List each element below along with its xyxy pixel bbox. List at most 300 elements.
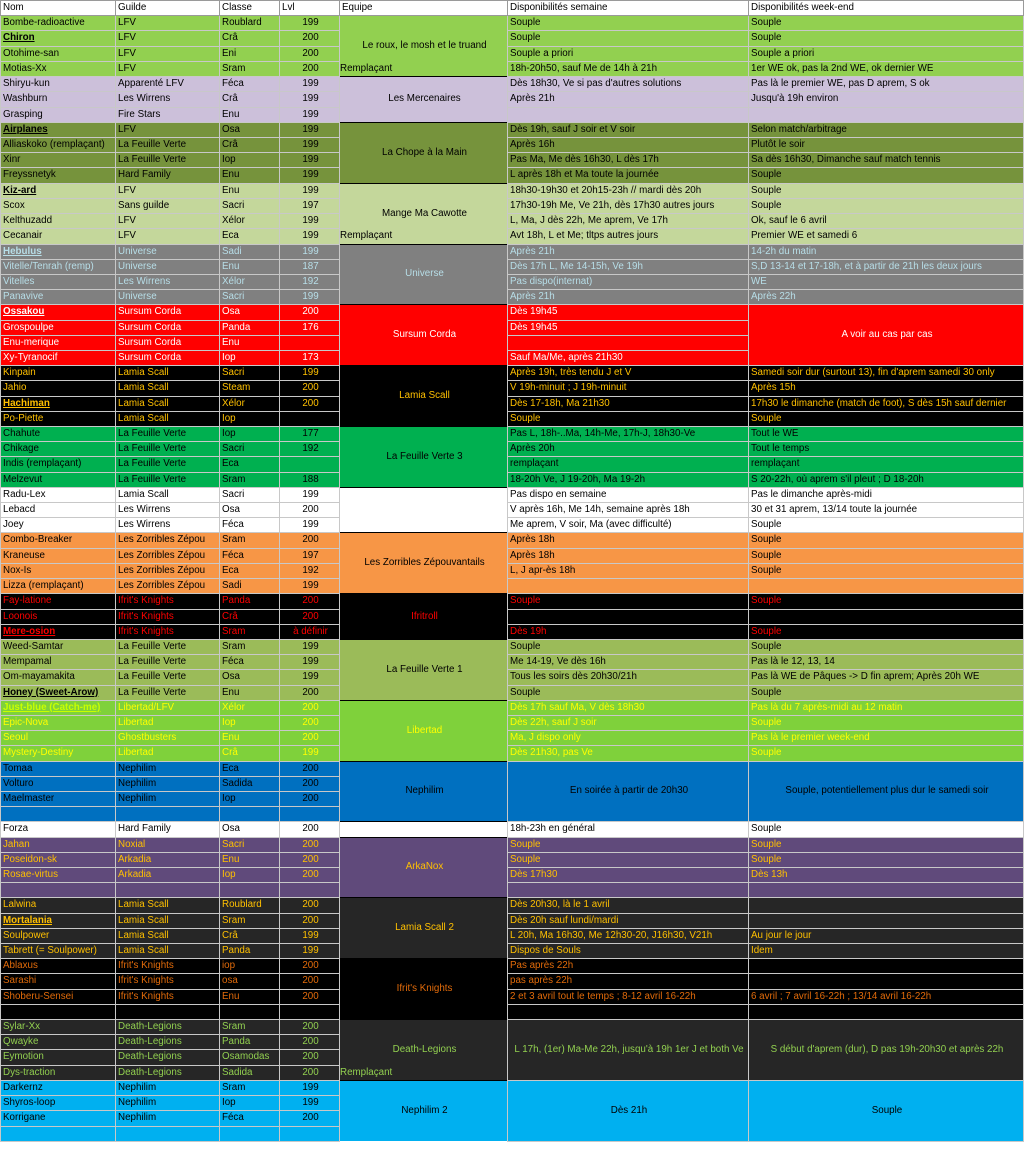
cell-dispo-semaine: Après 21h [508,244,749,259]
cell-classe: Crâ [220,609,280,624]
cell-nom: Mere-osion [1,624,116,639]
cell-nom: Ossakou [1,305,116,320]
cell-classe: Enu [220,335,280,350]
table-row [1,487,1024,502]
cell-classe: Roublard [220,898,280,913]
header-nom: Nom [1,1,116,16]
cell-dispo-semaine: Après 19h, très tendu J et V [508,366,749,381]
cell-guilde: Nephilim [116,761,220,776]
cell-guilde: La Feuille Verte [116,670,220,685]
cell-dispo-weekend: Pas là le premier week-end [749,731,1024,746]
cell-classe: Iop [220,411,280,426]
cell-nom: Mystery-Destiny [1,746,116,761]
cell-dispo-semaine: Dès 20h sauf lundi/mardi [508,913,749,928]
cell-dispo-semaine: Après 18h [508,533,749,548]
cell-lvl [280,457,340,472]
cell-lvl: 192 [280,275,340,290]
cell-guilde [116,807,220,822]
cell-lvl: 199 [280,168,340,183]
cell-nom: Alliaskoko (remplaçant) [1,138,116,153]
header-row [1,1,1024,16]
cell-lvl: 188 [280,472,340,487]
cell-dispo-semaine: En soirée à partir de 20h30 [508,761,749,822]
cell-equipe: ArkaNox [340,837,508,898]
cell-guilde: Ifrit's Knights [116,959,220,974]
cell-lvl [280,335,340,350]
table-row [1,153,1024,168]
cell-dispo-weekend: Tout le WE [749,427,1024,442]
cell-nom: Hachiman [1,396,116,411]
cell-guilde: Libertad [116,715,220,730]
cell-lvl: 200 [280,791,340,806]
cell-dispo-weekend: Idem [749,943,1024,958]
cell-equipe [340,822,508,837]
cell-dispo-semaine: Dispos de Souls [508,943,749,958]
cell-guilde: La Feuille Verte [116,457,220,472]
cell-dispo-weekend: Après 22h [749,290,1024,305]
cell-classe: Osa [220,305,280,320]
cell-guilde: Lamia Scall [116,928,220,943]
cell-classe: Sram [220,472,280,487]
cell-dispo-weekend: 30 et 31 aprem, 13/14 toute la journée [749,503,1024,518]
cell-guilde: La Feuille Verte [116,153,220,168]
cell-dispo-weekend: Pas là le 12, 13, 14 [749,655,1024,670]
cell-dispo-semaine: L après 18h et Ma toute la journée [508,168,749,183]
cell-guilde: Ifrit's Knights [116,624,220,639]
cell-nom: Washburn [1,92,116,107]
table-row [1,138,1024,153]
cell-classe: Féca [220,548,280,563]
cell-equipe [340,487,508,533]
cell-nom: Chikage [1,442,116,457]
cell-lvl: 200 [280,594,340,609]
table-row [1,229,1024,244]
cell-lvl: 200 [280,503,340,518]
cell-lvl: 200 [280,700,340,715]
cell-classe: Roublard [220,16,280,31]
cell-dispo-semaine: Dès 19h45 [508,320,749,335]
cell-classe: Crâ [220,138,280,153]
cell-dispo-weekend: Souple [749,715,1024,730]
cell-classe: Sram [220,533,280,548]
replacement-note: Remplaçant [340,1066,393,1078]
cell-dispo-weekend: Sa dès 16h30, Dimanche sauf match tennis [749,153,1024,168]
cell-guilde: Sursum Corda [116,305,220,320]
cell-dispo-weekend: Souple [749,822,1024,837]
replacement-note: Remplaçant [340,63,393,74]
table-row [1,731,1024,746]
cell-lvl: 200 [280,61,340,76]
cell-dispo-weekend: Souple [749,837,1024,852]
cell-dispo-semaine: V après 16h, Me 14h, semaine après 18h [508,503,749,518]
cell-nom: Combo-Breaker [1,533,116,548]
table-row [1,214,1024,229]
cell-nom: Loonois [1,609,116,624]
cell-dispo-semaine: Dès 19h [508,624,749,639]
cell-nom: Darkernz [1,1080,116,1095]
cell-lvl: 200 [280,731,340,746]
cell-classe: Steam [220,381,280,396]
cell-nom: Melzevut [1,472,116,487]
cell-dispo-semaine: pas après 22h [508,974,749,989]
cell-classe: Crâ [220,928,280,943]
cell-guilde: Lamia Scall [116,943,220,958]
cell-nom [1,1126,116,1141]
cell-nom: Honey (Sweet-Arow) [1,685,116,700]
cell-dispo-semaine: Dès 19h, sauf J soir et V soir [508,122,749,137]
cell-guilde: Libertad/LFV [116,700,220,715]
table-row [1,31,1024,46]
cell-nom: Korrigane [1,1111,116,1126]
cell-nom: Joey [1,518,116,533]
cell-guilde: Death-Legions [116,1035,220,1050]
cell-classe: Eca [220,761,280,776]
cell-lvl: 199 [280,229,340,244]
cell-guilde [116,1004,220,1019]
team-name: Mange Ma Cawotte [382,207,467,219]
cell-nom: Grasping [1,107,116,122]
table-row [1,548,1024,563]
cell-dispo-semaine: Dès 17h30 [508,867,749,882]
table-body [1,1,1024,1142]
cell-nom: Chiron [1,31,116,46]
cell-equipe [340,183,508,244]
cell-dispo-weekend: S 20-22h, où aprem s'il pleut ; D 18-20h [749,472,1024,487]
cell-equipe: Ifritroll [340,594,508,640]
cell-nom: Xy-Tyranocif [1,351,116,366]
cell-nom: Radu-Lex [1,487,116,502]
cell-guilde: La Feuille Verte [116,655,220,670]
cell-dispo-semaine: Pas dispo en semaine [508,487,749,502]
cell-dispo-semaine: Dès 21h [508,1080,749,1141]
cell-dispo-weekend: S début d'aprem (dur), D pas 19h-20h30 et après 22h [749,1019,1024,1080]
table-row [1,366,1024,381]
table-row [1,503,1024,518]
cell-classe: Sram [220,624,280,639]
cell-guilde: Les Wirrens [116,92,220,107]
cell-equipe: La Feuille Verte 3 [340,427,508,488]
cell-guilde: Arkadia [116,867,220,882]
cell-dispo-weekend [749,883,1024,898]
cell-classe: Enu [220,685,280,700]
cell-dispo-semaine: Souple [508,639,749,654]
cell-lvl: 200 [280,305,340,320]
cell-lvl: 199 [280,153,340,168]
cell-guilde: Lamia Scall [116,913,220,928]
cell-dispo-semaine: Pas dispo(internat) [508,275,749,290]
cell-dispo-weekend: Souple [749,411,1024,426]
cell-guilde: Nephilim [116,1096,220,1111]
cell-lvl: 199 [280,518,340,533]
table-row [1,168,1024,183]
cell-dispo-semaine: Souple [508,411,749,426]
cell-dispo-weekend: Dès 13h [749,867,1024,882]
cell-lvl: 199 [280,639,340,654]
cell-lvl: 200 [280,1050,340,1065]
table-row [1,655,1024,670]
cell-classe: Eca [220,229,280,244]
cell-dispo-semaine: Souple [508,837,749,852]
cell-classe: Sacri [220,366,280,381]
table-row [1,244,1024,259]
cell-dispo-weekend: Souple [749,594,1024,609]
cell-lvl: 199 [280,746,340,761]
cell-classe: Xélor [220,700,280,715]
cell-dispo-semaine: Me aprem, V soir, Ma (avec difficulté) [508,518,749,533]
cell-guilde: LFV [116,16,220,31]
cell-dispo-semaine: L, J apr-ès 18h [508,563,749,578]
cell-guilde: Death-Legions [116,1065,220,1080]
cell-nom: Freyssnetyk [1,168,116,183]
cell-classe: Sacri [220,290,280,305]
cell-lvl: 200 [280,867,340,882]
cell-lvl: 199 [280,366,340,381]
cell-dispo-weekend [749,913,1024,928]
table-row [1,396,1024,411]
cell-guilde: Ifrit's Knights [116,609,220,624]
cell-classe: Sram [220,1080,280,1095]
cell-lvl: à définir [280,624,340,639]
cell-guilde: LFV [116,183,220,198]
cell-classe: Enu [220,168,280,183]
cell-classe: Panda [220,594,280,609]
cell-dispo-semaine: Dès 20h30, là le 1 avril [508,898,749,913]
table-row [1,518,1024,533]
cell-dispo-weekend: Ok, sauf le 6 avril [749,214,1024,229]
cell-dispo-weekend [749,609,1024,624]
cell-nom: Lalwina [1,898,116,913]
cell-lvl: 199 [280,928,340,943]
cell-lvl: 200 [280,685,340,700]
cell-guilde: Arkadia [116,852,220,867]
table-row [1,259,1024,274]
cell-classe: Panda [220,943,280,958]
cell-dispo-semaine: Sauf Ma/Me, après 21h30 [508,351,749,366]
cell-classe: Sadida [220,1065,280,1080]
cell-dispo-weekend: 6 avril ; 7 avril 16-22h ; 13/14 avril 16-22h [749,989,1024,1004]
cell-nom: Sylar-Xx [1,1019,116,1034]
cell-dispo-weekend: Samedi soir dur (surtout 13), fin d'aprem samedi 30 only [749,366,1024,381]
table-row [1,198,1024,213]
cell-dispo-semaine: Dès 17h L, Me 14-15h, Ve 19h [508,259,749,274]
cell-nom: Airplanes [1,122,116,137]
cell-lvl: 199 [280,138,340,153]
cell-nom: Shoberu-Sensei [1,989,116,1004]
table-row [1,457,1024,472]
cell-equipe: Nephilim 2 [340,1080,508,1141]
cell-guilde: LFV [116,229,220,244]
cell-lvl: 200 [280,1019,340,1034]
cell-lvl: 199 [280,214,340,229]
cell-guilde: Les Wirrens [116,503,220,518]
cell-guilde: Sursum Corda [116,351,220,366]
cell-lvl: 200 [280,1111,340,1126]
cell-classe: Eca [220,563,280,578]
table-row [1,837,1024,852]
table-row [1,122,1024,137]
table-row [1,822,1024,837]
cell-dispo-semaine: Dès 18h30, Ve si pas d'autres solutions [508,77,749,92]
cell-dispo-semaine: Pas L, 18h-..Ma, 14h-Me, 17h-J, 18h30-Ve [508,427,749,442]
cell-guilde: La Feuille Verte [116,472,220,487]
cell-dispo-weekend: 17h30 le dimanche (match de foot), S dès 15h sauf dernier [749,396,1024,411]
cell-nom: Maelmaster [1,791,116,806]
cell-lvl: 199 [280,183,340,198]
cell-nom: Rosae-virtus [1,867,116,882]
cell-dispo-weekend: Souple [749,746,1024,761]
cell-classe: Xélor [220,275,280,290]
cell-dispo-weekend: Souple [749,533,1024,548]
cell-nom: Om-mayamakita [1,670,116,685]
cell-nom: Just-blue (Catch-me) [1,700,116,715]
cell-lvl: 200 [280,852,340,867]
cell-nom: Shyros-loop [1,1096,116,1111]
cell-classe: Crâ [220,92,280,107]
cell-classe [220,1004,280,1019]
cell-dispo-weekend: WE [749,275,1024,290]
cell-nom: Sarashi [1,974,116,989]
team-name: Death-Legions [392,1043,457,1055]
cell-classe: Sadi [220,244,280,259]
cell-nom: Xinr [1,153,116,168]
cell-classe [220,883,280,898]
cell-nom: Enu-merique [1,335,116,350]
cell-equipe [340,16,508,77]
cell-dispo-weekend: Souple [749,518,1024,533]
cell-classe: Osa [220,503,280,518]
cell-guilde: Hard Family [116,822,220,837]
cell-dispo-semaine: Souple [508,594,749,609]
cell-dispo-semaine: Après 20h [508,442,749,457]
cell-classe [220,1126,280,1141]
cell-lvl: 187 [280,259,340,274]
cell-dispo-semaine: Me 14-19, Ve dès 16h [508,655,749,670]
cell-lvl: 199 [280,16,340,31]
cell-dispo-weekend [749,974,1024,989]
cell-guilde: LFV [116,61,220,76]
cell-dispo-weekend: Souple [749,183,1024,198]
table-row [1,609,1024,624]
cell-nom: Vitelles [1,275,116,290]
cell-guilde: Apparenté LFV [116,77,220,92]
cell-nom: Po-Piette [1,411,116,426]
cell-guilde: Hard Family [116,168,220,183]
cell-lvl: 200 [280,761,340,776]
cell-dispo-weekend: Souple [749,852,1024,867]
cell-classe: Sacri [220,487,280,502]
cell-guilde: Nephilim [116,776,220,791]
replacement-note: Remplaçant [340,230,393,242]
cell-nom [1,1004,116,1019]
cell-classe: Enu [220,731,280,746]
cell-classe: Sadida [220,776,280,791]
cell-classe: Enu [220,107,280,122]
cell-lvl: 197 [280,198,340,213]
cell-guilde: Lamia Scall [116,366,220,381]
cell-dispo-semaine [508,609,749,624]
cell-dispo-semaine: Dès 22h, sauf J soir [508,715,749,730]
cell-lvl: 199 [280,655,340,670]
table-row [1,852,1024,867]
cell-dispo-weekend: Souple, potentiellement plus dur le samedi soir [749,761,1024,822]
cell-classe: Sram [220,913,280,928]
cell-lvl [280,1126,340,1141]
cell-dispo-weekend: Pas là le premier WE, pas D aprem, S ok [749,77,1024,92]
cell-dispo-semaine: Pas après 22h [508,959,749,974]
cell-nom: Hebulus [1,244,116,259]
cell-equipe [340,1019,508,1080]
header-dispo-semaine: Disponibilités semaine [508,1,749,16]
cell-dispo-weekend: Après 15h [749,381,1024,396]
cell-dispo-semaine: 18-20h Ve, J 19-20h, Ma 19-2h [508,472,749,487]
table-row [1,1019,1024,1034]
cell-lvl: 199 [280,579,340,594]
cell-nom: Jahan [1,837,116,852]
header-dispo-weekend: Disponibilités week-end [749,1,1024,16]
cell-nom: Chahute [1,427,116,442]
cell-nom: Indis (remplaçant) [1,457,116,472]
cell-guilde: Noxial [116,837,220,852]
cell-lvl: 199 [280,1080,340,1095]
cell-dispo-semaine [508,107,749,122]
cell-classe: Féca [220,77,280,92]
cell-guilde: Lamia Scall [116,898,220,913]
cell-lvl: 192 [280,563,340,578]
cell-lvl: 200 [280,822,340,837]
cell-classe: Iop [220,351,280,366]
cell-dispo-weekend: Tout le temps [749,442,1024,457]
cell-classe: Iop [220,1096,280,1111]
cell-lvl: 200 [280,1065,340,1080]
table-row [1,1004,1024,1019]
cell-guilde: Lamia Scall [116,411,220,426]
cell-dispo-semaine: 18h-23h en général [508,822,749,837]
cell-lvl: 199 [280,487,340,502]
cell-classe: Iop [220,427,280,442]
cell-nom: Lebacd [1,503,116,518]
table-row [1,867,1024,882]
cell-nom: Kiz-ard [1,183,116,198]
cell-dispo-semaine: Pas Ma, Me dès 16h30, L dès 17h [508,153,749,168]
cell-classe: Sadi [220,579,280,594]
cell-nom: Cecanair [1,229,116,244]
table-row [1,928,1024,943]
cell-guilde: Nephilim [116,791,220,806]
cell-dispo-semaine: Dès 17-18h, Ma 21h30 [508,396,749,411]
cell-dispo-semaine: Souple a priori [508,46,749,61]
cell-lvl: 199 [280,670,340,685]
cell-nom: Soulpower [1,928,116,943]
cell-guilde: Les Zorribles Zépou [116,548,220,563]
cell-dispo-semaine: Souple [508,16,749,31]
table-row [1,624,1024,639]
cell-guilde: Lamia Scall [116,381,220,396]
table-row [1,427,1024,442]
cell-dispo-weekend: Souple [749,168,1024,183]
cell-dispo-semaine: 2 et 3 avril tout le temps ; 8-12 avril 16-22h [508,989,749,1004]
cell-dispo-semaine: V 19h-minuit ; J 19h-minuit [508,381,749,396]
cell-guilde: Ifrit's Knights [116,594,220,609]
table-row [1,381,1024,396]
cell-nom: Epic-Nova [1,715,116,730]
cell-dispo-semaine: Dès 17h sauf Ma, V dès 18h30 [508,700,749,715]
cell-equipe: Lamia Scall 2 [340,898,508,959]
cell-guilde: Les Wirrens [116,275,220,290]
cell-nom: Jahio [1,381,116,396]
cell-dispo-weekend: Souple a priori [749,46,1024,61]
cell-classe: Sram [220,639,280,654]
table-row [1,943,1024,958]
